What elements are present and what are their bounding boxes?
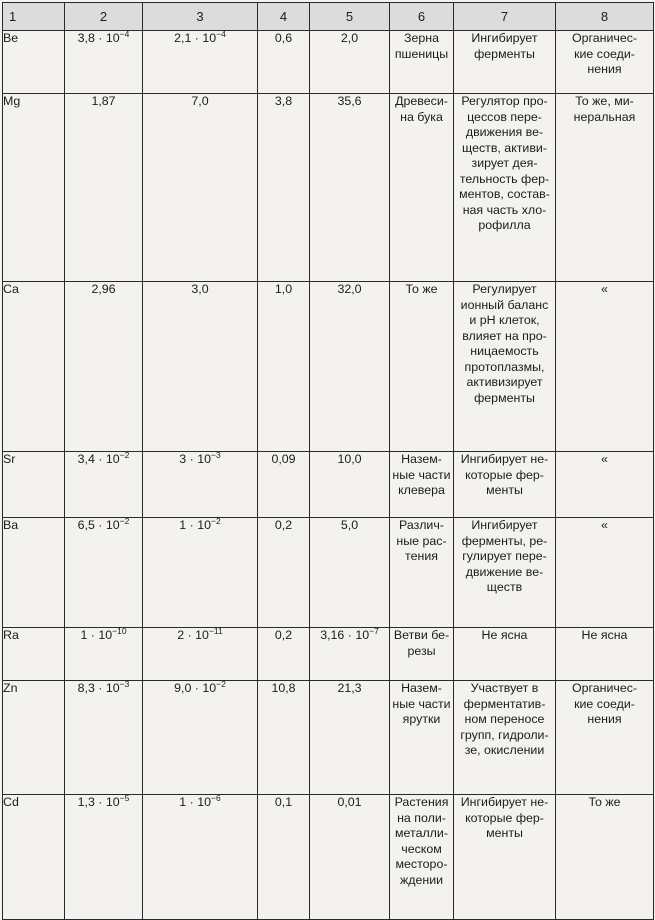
text-line: Назем-	[401, 681, 442, 695]
text-line: То же	[405, 282, 438, 296]
text-line: Регулирует	[472, 282, 537, 296]
text-line: ческом	[401, 841, 442, 856]
col3-value	[143, 795, 258, 920]
text-line: нения	[587, 62, 622, 76]
text-line: Не ясна	[581, 628, 628, 642]
col2-value	[65, 518, 143, 628]
table-row	[3, 681, 654, 795]
text-line: пшеницы	[394, 46, 449, 61]
col4-value: 0,2	[258, 518, 310, 628]
element-symbol: Ca	[3, 282, 65, 452]
value-mantissa: 9,0 · 10	[174, 681, 217, 695]
text-line: движение ве-	[465, 564, 544, 579]
text-line: ферментатив-	[463, 696, 546, 711]
text-line: Ингибирует не-	[460, 795, 549, 809]
header-cell: 8	[556, 3, 654, 31]
col5-value: 5,0	[310, 518, 390, 628]
value-exponent: −4	[216, 29, 226, 39]
text-line: Регулятор про-	[461, 94, 548, 108]
table-row	[3, 94, 654, 282]
text-line: Не ясна	[481, 628, 528, 642]
text-line: движения ве-	[465, 125, 544, 139]
value-mantissa: 2 · 10	[177, 628, 209, 642]
text-line: ферменты	[474, 46, 535, 61]
text-line: Органичес-	[571, 31, 638, 45]
col5-value: 32,0	[310, 282, 390, 452]
biological-role	[454, 31, 556, 94]
value-mantissa: 6,5 · 10	[77, 518, 120, 532]
value-exponent: −4	[119, 29, 130, 39]
col2-value	[65, 94, 143, 282]
source-plant	[390, 795, 454, 920]
compound-form	[556, 681, 654, 795]
text-line: Древеси-	[395, 94, 448, 108]
element-symbol: Be	[3, 31, 65, 94]
text-line: менты	[486, 483, 523, 497]
col2-value	[65, 452, 143, 518]
value-mantissa: 1 · 10	[80, 628, 113, 642]
col4-value: 10,8	[258, 681, 310, 795]
value-exponent: −11	[208, 626, 223, 636]
text-line: зе, окислении	[464, 743, 545, 757]
text-line: активизирует	[466, 375, 543, 389]
element-symbol: Ba	[3, 518, 65, 628]
value-exponent: −10	[112, 626, 127, 636]
col3-value	[143, 31, 258, 94]
text-line: Зерна	[404, 31, 439, 45]
col4-value: 3,8	[258, 94, 310, 282]
text-line: Органичес-	[571, 681, 638, 695]
col5-value: 0,01	[310, 795, 390, 920]
text-line: металли-	[395, 826, 448, 840]
compound-form	[556, 795, 654, 920]
source-plant	[390, 94, 454, 282]
header-cell: 3	[143, 3, 258, 31]
biological-role	[454, 628, 556, 681]
text-line: ные рас-	[396, 533, 447, 548]
text-line: ществ	[486, 580, 523, 594]
text-line: ная часть хло-	[462, 202, 547, 217]
table-body	[3, 31, 654, 920]
table-row	[3, 31, 654, 94]
header-cell: 1	[3, 3, 65, 31]
text-line: Ветви бе-	[393, 628, 450, 642]
text-line: тельность фер-	[459, 171, 550, 186]
header-cell: 6	[390, 3, 454, 31]
col3-value	[143, 628, 258, 681]
value-mantissa: 1 · 10	[179, 518, 211, 532]
text-line: «	[601, 452, 608, 466]
value-mantissa: 3 · 10	[179, 452, 211, 466]
col5-value: 10,0	[310, 452, 390, 518]
col5-value	[310, 628, 390, 681]
text-line: рофилла	[478, 218, 531, 232]
value-mantissa: 3,16 · 10	[320, 628, 370, 642]
col4-value: 0,6	[258, 31, 310, 94]
col5-value: 2,0	[310, 31, 390, 94]
text-line: на бука	[400, 109, 443, 124]
text-line: ярутки	[402, 712, 441, 726]
value-exponent: −6	[210, 793, 221, 803]
compound-form	[556, 628, 654, 681]
text-line: Ингибирует	[471, 31, 538, 45]
table-row	[3, 282, 654, 452]
col3-value	[143, 94, 258, 282]
col3-value	[143, 681, 258, 795]
text-line: ментов, состав-	[459, 187, 550, 201]
col3-value	[143, 518, 258, 628]
header-cell: 2	[65, 3, 143, 31]
col4-value: 0,1	[258, 795, 310, 920]
value-mantissa: 2,96	[91, 282, 116, 296]
text-line: ионный баланс	[460, 297, 549, 312]
compound-form	[556, 518, 654, 628]
value-mantissa: 3,4 · 10	[77, 452, 120, 466]
text-line: цессов пере-	[467, 109, 542, 124]
text-line: То же	[588, 795, 621, 809]
source-plant	[390, 31, 454, 94]
value-mantissa: 1,87	[91, 94, 116, 108]
source-plant	[390, 628, 454, 681]
biological-role	[454, 518, 556, 628]
text-line: ществ, активи-	[462, 140, 547, 155]
value-mantissa: 3,0	[191, 282, 209, 296]
text-line: ферменты, ре-	[461, 533, 548, 548]
col2-value	[65, 628, 143, 681]
text-line: и рН клеток,	[469, 313, 540, 327]
table-row	[3, 452, 654, 518]
value-exponent: −2	[216, 679, 226, 689]
text-line: Ингибирует	[471, 518, 538, 532]
text-line: Ингибирует не-	[460, 452, 549, 466]
header-cell: 4	[258, 3, 310, 31]
value-mantissa: 3,8 · 10	[77, 31, 120, 45]
col5-value: 35,6	[310, 94, 390, 282]
text-line: клевера	[398, 483, 445, 497]
source-plant	[390, 681, 454, 795]
text-line: резы	[407, 643, 436, 658]
element-symbol: Zn	[3, 681, 65, 795]
value-exponent: −3	[119, 679, 130, 689]
text-line: зирует дея-	[471, 156, 538, 170]
value-exponent: −2	[119, 516, 130, 526]
element-symbol: Mg	[3, 94, 65, 282]
col3-value	[143, 452, 258, 518]
text-line: неральная	[573, 109, 636, 124]
table-row	[3, 518, 654, 628]
col5-value: 21,3	[310, 681, 390, 795]
biological-role	[454, 282, 556, 452]
value-exponent: −7	[369, 626, 379, 636]
text-line: кие соеди-	[574, 696, 635, 711]
text-line: Назем-	[401, 452, 442, 466]
table-row	[3, 795, 654, 920]
text-line: Различ-	[399, 518, 444, 532]
text-line: групп, гидроли-	[460, 727, 549, 742]
text-line: «	[601, 518, 608, 532]
text-line: «	[601, 282, 608, 296]
compound-form	[556, 31, 654, 94]
text-line: кие соеди-	[574, 46, 635, 61]
text-line: месторо-	[395, 857, 448, 871]
compound-form	[556, 94, 654, 282]
value-exponent: −2	[119, 450, 130, 460]
value-mantissa: 8,3 · 10	[77, 681, 120, 695]
col4-value: 1,0	[258, 282, 310, 452]
biological-role	[454, 795, 556, 920]
text-line: которые фер-	[465, 810, 544, 825]
col2-value	[65, 282, 143, 452]
value-mantissa: 2,1 · 10	[174, 31, 217, 45]
element-symbol: Sr	[3, 452, 65, 518]
col4-value: 0,09	[258, 452, 310, 518]
text-line: гулирует пере-	[462, 549, 547, 563]
text-line: тения	[405, 549, 438, 563]
header-cell: 7	[454, 3, 556, 31]
compound-form	[556, 452, 654, 518]
text-line: ные части	[392, 467, 451, 482]
biological-role	[454, 681, 556, 795]
value-exponent: −3	[210, 450, 221, 460]
text-line: на поли-	[397, 810, 446, 825]
source-plant	[390, 282, 454, 452]
text-line: Участвует в	[470, 681, 539, 695]
text-line: То же, ми-	[575, 94, 634, 108]
col2-value	[65, 795, 143, 920]
biological-role	[454, 94, 556, 282]
value-mantissa: 1,3 · 10	[77, 795, 120, 809]
source-plant	[390, 452, 454, 518]
text-line: которые фер-	[465, 467, 544, 482]
col4-value: 0,2	[258, 628, 310, 681]
col2-value	[65, 31, 143, 94]
table-row	[3, 628, 654, 681]
text-line: ждении	[399, 872, 444, 887]
value-exponent: −2	[210, 516, 221, 526]
col2-value	[65, 681, 143, 795]
biological-role	[454, 452, 556, 518]
value-mantissa: 1 · 10	[179, 795, 211, 809]
text-line: ферменты	[474, 390, 535, 405]
header-cell: 5	[310, 3, 390, 31]
text-line: протоплазмы,	[464, 359, 545, 374]
elements-table	[2, 2, 654, 920]
element-symbol: Cd	[3, 795, 65, 920]
text-line: менты	[486, 826, 523, 840]
value-mantissa: 7,0	[191, 94, 209, 108]
text-line: нения	[587, 712, 622, 726]
value-exponent: −5	[119, 793, 130, 803]
compound-form	[556, 282, 654, 452]
source-plant	[390, 518, 454, 628]
text-line: ницаемость	[470, 344, 539, 358]
text-line: Растения	[394, 795, 449, 809]
text-line: влияет на про-	[462, 328, 547, 343]
text-line: ные части	[392, 696, 451, 711]
col3-value	[143, 282, 258, 452]
element-symbol: Ra	[3, 628, 65, 681]
header-row	[3, 3, 654, 31]
text-line: ном переносе	[464, 712, 545, 726]
